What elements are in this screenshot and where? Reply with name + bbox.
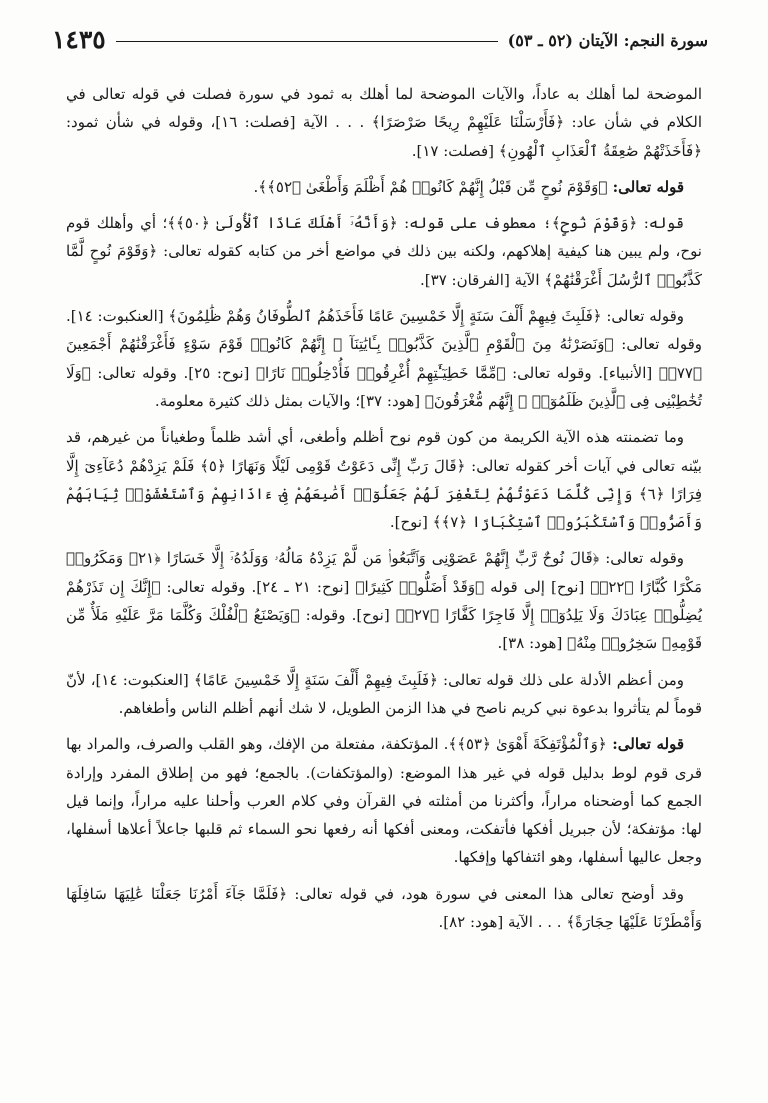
paragraph-4 [66,302,702,415]
page-header [52,22,708,56]
paragraph-8 [66,730,702,871]
paragraph-text: ومن أعظم الأدلة على ذلك قوله تعالى: ﴿فَلَبِثَ فِيهِمْ أَلْفَ سَنَةٍ إِلَّا خَمْسِينَ عَامًا﴾ [العنكبوت: ١٤]، لأنّ قوماً لم يتأثروا بدعوة نبي كريم ناصح في هذا الزمن الطويل، لا شك أنهم أظلم الناس وأطغاهم. [66,670,702,717]
paragraph-2 [66,173,702,201]
paragraph-1 [66,80,702,165]
paragraph-lead: قوله تعالى: [606,735,684,754]
header-rule [116,41,498,42]
page-body [66,80,702,944]
running-head: سورة النجم: الآيتان (٥٢ ـ ٥٣) [507,31,708,50]
paragraph-text: وما تضمنته هذه الآية الكريمة من كون قوم نوح أظلم وأطغى، أي أشد ظلماً وطغياناً من غيرهم، قد بيّنه تعالى في آيات أخر كقوله تعالى: ﴿قَالَ رَبِّ إِنِّى دَعَوْتُ قَوْمِى لَيْلًا وَنَهَارًا ﴿٥﴾ فَلَمْ يَزِدْهُمْ دُعَآءِىٓ إِلَّا فِرَارًا ﴿٦﴾ وَإِنِّى كُلَّمَا دَعَوْتُهُمْ لِتَغْفِرَ لَهُمْ جَعَلُوٓا۟ أَصَٰبِعَهُمْ فِىٓ ءَاذَانِهِمْ وَٱسْتَغْشَوْا۟ ثِيَابَهُمْ وَأَصَرُّوا۟ وَٱسْتَكْبَرُوا۟ ٱسْتِكْبَارًا ﴿٧﴾﴾ [نوح]. [66,428,702,532]
paragraph-lead: قوله تعالى: [607,177,684,196]
paragraph-7 [66,666,702,723]
paragraph-text: ﴿وَٱلْمُؤْتَفِكَةَ أَهْوَىٰ ﴿٥٣﴾﴾. المؤتكفة، مفتعلة من الإفك، وهو القلب والصرف، والمراد بها قرى قوم لوط بدليل قوله في غير هذا الموضع: (والمؤتكفات). بالجمع؛ فهو من إطلاق المفرد وإرادة الجمع كما أوضحناه مراراً، وأكثرنا من أمثلته في القرآن وفي كلام العرب وأحلنا عليه مراراً، وإنما قيل لها: مؤتفكة؛ لأن جبريل أفكها فأتفكت، ومعنى أفكها أنه رفعها نحو السماء ثم قلبها جاعلاً أعلاها أسفلها، وجعل عاليها أسفلها، وهو ائتفاكها وإفكها. [66,735,702,867]
paragraph-6 [66,544,702,657]
paragraph-text: وقوله تعالى: ﴿فَلَبِثَ فِيهِمْ أَلْفَ سَنَةٍ إِلَّا خَمْسِينَ عَامًا فَأَخَذَهُمُ ٱلطُّوفَانُ وَهُمْ ظَٰلِمُونَ﴾ [العنكبوت: ١٤]. وقوله تعالى: ﴿وَنَصَرْنَٰهُ مِنَ ٱلْقَوْمِ ٱلَّذِينَ كَذَّبُوا۟ بِـَٔايَٰتِنَآ ۚ إِنَّهُمْ كَانُوا۟ قَوْمَ سَوْءٍ فَأَغْرَقْنَٰهُمْ أَجْمَعِينَ ﴿٧٧﴾﴾ [الأنبياء]. وقوله تعالى: ﴿مِّمَّا خَطِيٓـَٰٔتِهِمْ أُغْرِقُوا۟ فَأُدْخِلُوا۟ نَارًا﴾ [نوح: ٢٥]. وقوله تعالى: ﴿وَلَا تُخَٰطِبْنِى فِى ٱلَّذِينَ ظَلَمُوٓا۟ ۚ إِنَّهُم مُّغْرَقُونَ﴾ [هود: ٣٧]؛ والآيات بمثل ذلك كثيرة معلومة. [66,307,702,410]
paragraph-text: ﴿وَقَوْمَ نُوحٍ مِّن قَبْلُ إِنَّهُمْ كَانُوا۟ هُمْ أَظْلَمَ وَأَطْغَىٰ ﴿٥٢﴾﴾. [253,177,608,196]
paragraph-5 [66,423,702,536]
paragraph-text: وقوله تعالى: ﴿قَالَ نُوحٌ رَّبِّ إِنَّهُمْ عَصَوْنِى وَٱتَّبَعُوا۟ مَن لَّمْ يَزِدْهُ مَالُهُۥ وَوَلَدُهُۥٓ إِلَّا خَسَارًا ﴿٢١﴾ وَمَكَرُوا۟ مَكْرًا كُبَّارًا ﴿٢٢﴾﴾ [نوح] إلى قوله ﴿وَقَدْ أَضَلُّوا۟ كَثِيرًا﴾ [نوح: ٢١ ـ ٢٤]. وقوله تعالى: ﴿إِنَّكَ إِن تَذَرْهُمْ يُضِلُّوا۟ عِبَادَكَ وَلَا يَلِدُوٓا۟ إِلَّا فَاجِرًا كَفَّارًا ﴿٢٧﴾﴾ [نوح]. وقوله: ﴿وَيَصْنَعُ ٱلْفُلْكَ وَكُلَّمَا مَرَّ عَلَيْهِ مَلَأٌ مِّن قَوْمِهِۦ سَخِرُوا۟ مِنْهُ﴾ [هود: ٣٨]. [66,549,703,653]
page-number: ١٤٣٥ [52,25,106,54]
paragraph-9 [66,880,702,937]
paragraph-text: قوله: ﴿وَقَوْمَ نُوحٍ﴾؛ معطوف على قوله: ﴿وَأَنَّهُۥٓ أَهْلَكَ عَادًا ٱلْأُولَىٰ ﴿٥٠﴾﴾؛ أي وأهلك قوم نوح، ولم يبين هنا كيفية إهلاكهم، ولكنه بين ذلك في مواضع أخر من كتابه كقوله تعالى: ﴿وَقَوْمَ نُوحٍ لَّمَّا كَذَّبُوا۟ ٱلرُّسُلَ أَغْرَقْنَٰهُمْ﴾ الآية [الفرقان: ٣٧]. [66,214,702,289]
paragraph-text: الموضحة لما أهلك به عاداً، والآيات الموضحة لما أهلك به ثمود في سورة فصلت في قوله تعالى في الكلام في شأن عاد: ﴿فَأَرْسَلْنَا عَلَيْهِمْ رِيحًا صَرْصَرًا﴾ . . . الآية [فصلت: ١٦]، وقوله في شأن ثمود: ﴿فَأَخَذَتْهُمْ صَٰعِقَةُ ٱلْعَذَابِ ٱلْهُونِ﴾ [فصلت: ١٧]. [66,85,702,160]
paragraph-text: وقد أوضح تعالى هذا المعنى في سورة هود، في قوله تعالى: ﴿فَلَمَّا جَآءَ أَمْرُنَا جَعَلْنَا عَٰلِيَهَا سَافِلَهَا وَأَمْطَرْنَا عَلَيْهَا حِجَارَةً﴾ . . . الآية [هود: ٨٢]. [66,884,702,932]
paragraph-3 [66,209,702,294]
